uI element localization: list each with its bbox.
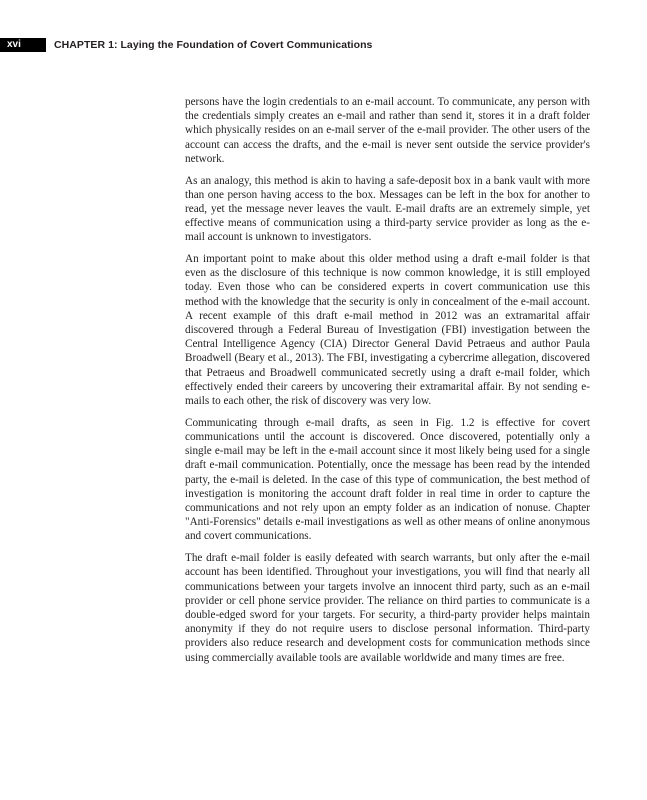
- paragraph-5: The draft e-mail folder is easily defeated with search warrants, but only after the e-mail account has been identified. Throughout your investigations, you will find that nearly all communications between your targets involve an innocent third party, such as an e-mail provider or cell phone service provider. The reliance on third parties to communicate is a double-edged sword for your targets. For security, a third-party provider helps maintain anonymity if they do not require users to disclose personal information. Third-party providers also reduce research and development costs for communication methods since using commercially available tools are available worldwide and many times are free.: [185, 552, 590, 664]
- paragraph-4: Communicating through e-mail drafts, as seen in Fig. 1.2 is effective for covert communications until the account is discovered. Once discovered, potentially only a single e-mail may be left in the e-mail account since it most likely being used for a single draft e-mail communication. Potentially, once the message has been read by the intended party, the e-mail is deleted. In the case of this type of communication, the best method of investigation is monitoring the account draft folder in real time in order to capture the communications and not rely upon an empty folder as an indication of nonuse. Chapter "Anti-Forensics" details e-mail investigations as well as other means of online anonymous and covert communications.: [185, 416, 590, 543]
- body-text: [185, 95, 590, 672]
- paragraph-2: As an analogy, this method is akin to having a safe-deposit box in a bank vault with more than one person having access to the box. Messages can be left in the box for another to read, yet the message never leaves the vault. E-mail drafts are an extremely simple, yet effective means of communication using a third-party service provider as long as the e-mail account is unknown to investigators.: [185, 174, 590, 244]
- running-header: [0, 38, 372, 52]
- paragraph-1: persons have the login credentials to an e-mail account. To communicate, any person with the credentials simply creates an e-mail and rather than send it, stores it in a draft folder which physically resides on an e-mail server of the e-mail provider. The other users of the account can access the drafts, and the e-mail is never sent outside the service provider's network.: [185, 96, 590, 165]
- page-number: xvi: [0, 38, 46, 52]
- paragraph-3: An important point to make about this older method using a draft e-mail folder is that even as the disclosure of this technique is now common knowledge, it is still employed today. Even those who can be considered experts in covert communication use this method with the knowledge that the security is only in concealment of the e-mail account. A recent example of this draft e-mail method in 2012 was an extramarital affair discovered through a Federal Bureau of Investigation (FBI) investigation between the Central Intelligence Agency (CIA) Director General David Petraeus and author Paula Broadwell (Beary et al., 2013). The FBI, investigating a cybercrime allegation, discovered that Petraeus and Broadwell communicated secretly using a draft e-mail folder, which effectively ended their careers by uncovering their extramarital affair. By not sending e-mails to each other, the risk of discovery was very low.: [185, 253, 590, 408]
- chapter-title: CHAPTER 1: Laying the Foundation of Covert Communications: [54, 39, 373, 51]
